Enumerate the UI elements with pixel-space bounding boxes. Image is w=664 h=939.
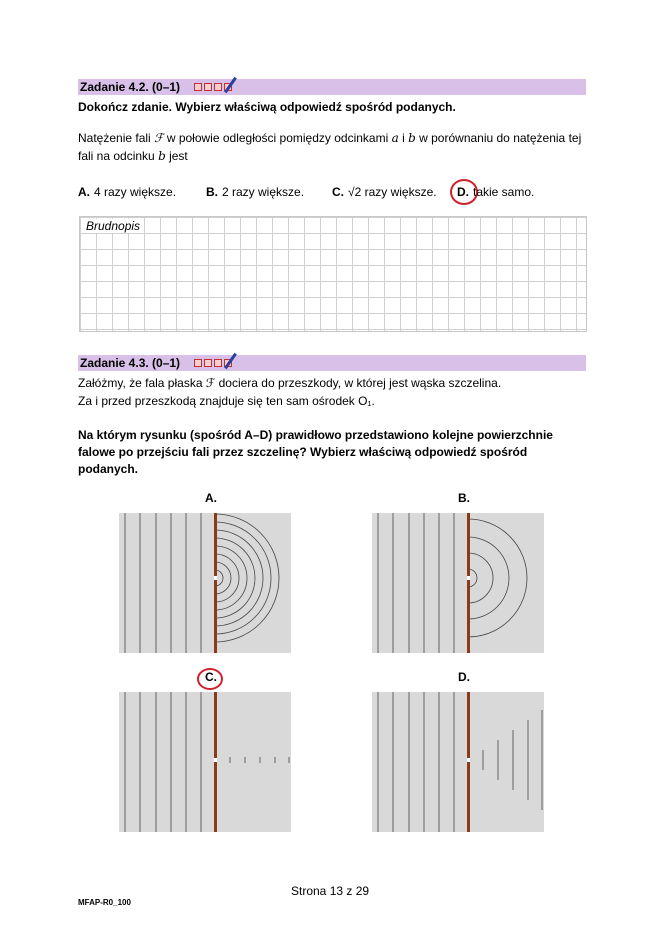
task-text-line2: Za i przed przeszkodą znajduje się ten sam ośrodek O₁. [78,394,375,408]
figure-b-diagram[interactable] [372,513,544,653]
question-line2: falowe po przejściu fali przez szczelinę? Wybierz właściwą odpowiedź spośród [78,445,528,459]
figure-c-diagram[interactable] [119,692,291,832]
question-line3: podanych. [78,462,139,476]
figure-label-a[interactable]: A. [205,491,217,505]
figure-label-b[interactable]: B. [458,491,470,505]
question-line1: Na którym rysunku (spośród A–D) prawidłowo przedstawiono kolejne powierzchnie [78,428,553,442]
scratch-grid[interactable] [79,216,587,332]
task-instruction: Dokończ zdanie. Wybierz właściwą odpowiedź spośród podanych. [78,100,456,114]
answer-option-c[interactable]: C. √2 razy większe. [332,185,437,199]
task-title: Zadanie 4.2. (0–1) [80,80,181,94]
document-code: MFAP-R0_100 [78,898,131,907]
task-title: Zadanie 4.3. (0–1) [80,356,181,370]
task-stem-line1: Natężenie fali ℱ w połowie odległości pomiędzy odcinkami a i b w porównaniu do natężenia tej [78,131,582,145]
figure-label-d[interactable]: D. [458,670,470,684]
figure-a-diagram[interactable] [119,513,291,653]
figure-label-c[interactable]: C. [205,670,217,684]
task-text-line1: Załóżmy, że fala płaska ℱ dociera do przeszkody, w której jest wąska szczelina. [78,376,502,390]
task-stem-line2: fali na odcinku b jest [78,149,188,163]
page-number: Strona 13 z 29 [291,884,370,898]
answer-option-a[interactable]: A. 4 razy większe. [78,185,177,199]
scratch-label: Brudnopis [86,219,141,233]
figure-d-diagram[interactable] [372,692,544,832]
answer-option-d[interactable]: D. takie samo. [457,185,535,199]
answer-option-b[interactable]: B. 2 razy większe. [206,185,305,199]
